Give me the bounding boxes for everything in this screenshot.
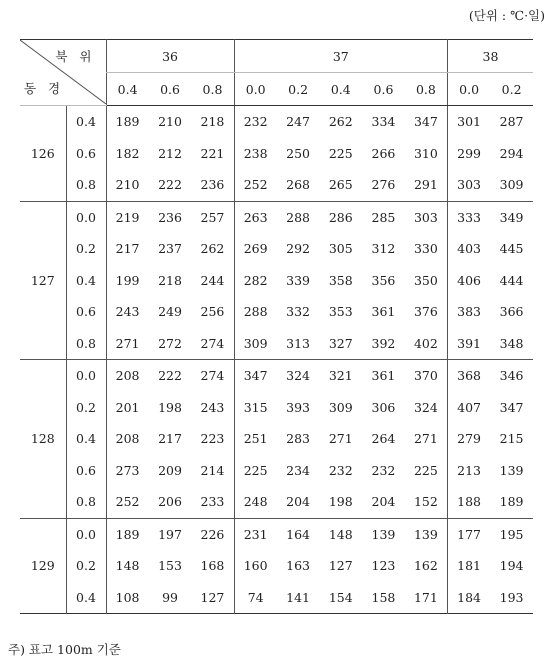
value-cell: 274 bbox=[191, 328, 234, 360]
value-cell: 225 bbox=[413, 462, 438, 478]
table-row bbox=[20, 233, 533, 265]
lat-sub-header: 0.8 bbox=[191, 73, 234, 106]
value-cell: 152 bbox=[405, 486, 448, 518]
table-row bbox=[20, 582, 533, 614]
value-cell: 194 bbox=[499, 558, 524, 574]
value-cell: 334 bbox=[371, 114, 396, 130]
value-cell: 233 bbox=[191, 486, 234, 518]
table-row bbox=[20, 423, 533, 455]
value-cell: 212 bbox=[158, 145, 182, 161]
value-cell: 168 bbox=[200, 558, 225, 574]
table-row bbox=[20, 265, 533, 297]
longitude-sub-label: 0.2 bbox=[66, 233, 106, 265]
value-cell: 236 bbox=[158, 209, 182, 225]
value-cell: 189 bbox=[106, 518, 149, 550]
value-cell: 181 bbox=[448, 550, 491, 582]
value-cell: 366 bbox=[499, 304, 524, 320]
value-cell: 153 bbox=[158, 558, 182, 574]
value-cell: 243 bbox=[106, 296, 149, 328]
value-cell: 247 bbox=[286, 114, 311, 130]
value-cell: 139 bbox=[371, 526, 396, 542]
lat-sub-header: 0.0 bbox=[448, 73, 491, 106]
value-cell: 288 bbox=[234, 296, 277, 328]
value-cell: 301 bbox=[448, 106, 491, 138]
value-cell: 222 bbox=[149, 169, 192, 201]
value-cell: 223 bbox=[200, 431, 225, 447]
lat-group-header: 38 bbox=[448, 40, 534, 73]
value-cell: 287 bbox=[499, 114, 524, 130]
value-cell: 219 bbox=[106, 201, 149, 233]
value-cell: 160 bbox=[234, 550, 277, 582]
value-cell: 243 bbox=[200, 399, 225, 415]
table-row bbox=[20, 360, 533, 392]
lat-sub-header: 0.4 bbox=[319, 73, 362, 106]
value-cell: 271 bbox=[413, 431, 438, 447]
value-cell: 139 bbox=[499, 462, 524, 478]
value-cell: 197 bbox=[158, 526, 182, 542]
value-cell: 350 bbox=[413, 272, 438, 288]
value-cell: 189 bbox=[106, 106, 149, 138]
lat-sub-header: 0.0 bbox=[234, 73, 277, 106]
value-cell: 195 bbox=[499, 526, 524, 542]
value-cell: 402 bbox=[405, 328, 448, 360]
table-row bbox=[20, 486, 533, 518]
value-cell: 444 bbox=[499, 272, 524, 288]
value-cell: 347 bbox=[499, 399, 524, 415]
value-cell: 274 bbox=[200, 368, 225, 384]
value-cell: 321 bbox=[328, 368, 353, 384]
value-cell: 330 bbox=[413, 241, 438, 257]
longitude-label: 128 bbox=[20, 360, 66, 519]
table-row bbox=[20, 296, 533, 328]
table-row bbox=[20, 106, 533, 138]
value-cell: 257 bbox=[200, 209, 225, 225]
value-cell: 332 bbox=[286, 304, 311, 320]
value-cell: 210 bbox=[158, 114, 182, 130]
value-cell: 163 bbox=[286, 558, 311, 574]
table-row bbox=[20, 169, 533, 201]
value-cell: 353 bbox=[328, 304, 353, 320]
value-cell: 368 bbox=[448, 360, 491, 392]
value-cell: 406 bbox=[448, 265, 491, 297]
value-cell: 199 bbox=[106, 265, 149, 297]
value-cell: 403 bbox=[448, 233, 491, 265]
longitude-sub-label: 0.0 bbox=[66, 360, 106, 392]
longitude-sub-label: 0.0 bbox=[66, 201, 106, 233]
longitude-sub-label: 0.6 bbox=[66, 296, 106, 328]
value-cell: 303 bbox=[413, 209, 438, 225]
value-cell: 148 bbox=[106, 550, 149, 582]
value-cell: 226 bbox=[200, 526, 225, 542]
longitude-sub-label: 0.4 bbox=[66, 423, 106, 455]
longitude-sub-label: 0.4 bbox=[66, 582, 106, 614]
value-cell: 188 bbox=[448, 486, 491, 518]
value-cell: 269 bbox=[234, 233, 277, 265]
value-cell: 215 bbox=[499, 431, 524, 447]
value-cell: 232 bbox=[234, 106, 277, 138]
value-cell: 189 bbox=[490, 486, 533, 518]
value-cell: 285 bbox=[371, 209, 396, 225]
value-cell: 264 bbox=[371, 431, 396, 447]
value-cell: 309 bbox=[490, 169, 533, 201]
longitude-sub-label: 0.6 bbox=[66, 138, 106, 170]
value-cell: 234 bbox=[286, 462, 311, 478]
value-cell: 286 bbox=[328, 209, 353, 225]
value-cell: 262 bbox=[328, 114, 353, 130]
value-cell: 198 bbox=[319, 486, 362, 518]
longitude-sub-label: 0.6 bbox=[66, 455, 106, 487]
value-cell: 361 bbox=[371, 368, 396, 384]
value-cell: 346 bbox=[499, 368, 524, 384]
lat-sub-header: 0.6 bbox=[362, 73, 405, 106]
latitude-header-row bbox=[20, 40, 533, 73]
value-cell: 272 bbox=[149, 328, 192, 360]
value-cell: 225 bbox=[328, 145, 353, 161]
value-cell: 348 bbox=[490, 328, 533, 360]
value-cell: 222 bbox=[158, 368, 182, 384]
value-cell: 294 bbox=[499, 145, 524, 161]
lat-group-header: 36 bbox=[106, 40, 234, 73]
value-cell: 263 bbox=[234, 201, 277, 233]
value-cell: 141 bbox=[286, 589, 311, 605]
value-cell: 291 bbox=[405, 169, 448, 201]
value-cell: 204 bbox=[362, 486, 405, 518]
value-cell: 327 bbox=[319, 328, 362, 360]
value-cell: 288 bbox=[286, 209, 311, 225]
value-cell: 256 bbox=[200, 304, 225, 320]
lat-group-header: 37 bbox=[234, 40, 447, 73]
value-cell: 315 bbox=[234, 392, 277, 424]
value-cell: 225 bbox=[234, 455, 277, 487]
value-cell: 407 bbox=[448, 392, 491, 424]
value-cell: 198 bbox=[158, 399, 182, 415]
value-cell: 204 bbox=[277, 486, 320, 518]
value-cell: 347 bbox=[413, 114, 438, 130]
value-cell: 251 bbox=[234, 423, 277, 455]
longitude-label: 127 bbox=[20, 201, 66, 360]
longitude-sub-label: 0.8 bbox=[66, 328, 106, 360]
longitude-sub-label: 0.0 bbox=[66, 518, 106, 550]
value-cell: 99 bbox=[162, 589, 178, 605]
value-cell: 208 bbox=[106, 423, 149, 455]
value-cell: 339 bbox=[286, 272, 311, 288]
value-cell: 218 bbox=[158, 272, 182, 288]
value-cell: 248 bbox=[234, 486, 277, 518]
footnote: 주) 표고 100m 기준 bbox=[8, 642, 121, 657]
value-cell: 313 bbox=[277, 328, 320, 360]
value-cell: 324 bbox=[413, 399, 438, 415]
value-cell: 383 bbox=[448, 296, 491, 328]
lat-sub-header: 0.8 bbox=[405, 73, 448, 106]
value-cell: 309 bbox=[234, 328, 277, 360]
north-latitude-label: 북 위 bbox=[55, 49, 96, 64]
value-cell: 392 bbox=[362, 328, 405, 360]
degree-days-table bbox=[20, 39, 533, 614]
lat-sub-header: 0.6 bbox=[149, 73, 192, 106]
value-cell: 213 bbox=[448, 455, 491, 487]
value-cell: 162 bbox=[413, 558, 438, 574]
longitude-sub-label: 0.4 bbox=[66, 106, 106, 138]
value-cell: 391 bbox=[448, 328, 491, 360]
value-cell: 238 bbox=[234, 138, 277, 170]
value-cell: 303 bbox=[448, 169, 491, 201]
value-cell: 210 bbox=[106, 169, 149, 201]
value-cell: 236 bbox=[191, 169, 234, 201]
value-cell: 74 bbox=[234, 582, 277, 614]
value-cell: 358 bbox=[328, 272, 353, 288]
value-cell: 276 bbox=[362, 169, 405, 201]
value-cell: 237 bbox=[158, 241, 182, 257]
longitude-sub-label: 0.2 bbox=[66, 392, 106, 424]
value-cell: 305 bbox=[328, 241, 353, 257]
value-cell: 271 bbox=[106, 328, 149, 360]
value-cell: 309 bbox=[328, 399, 353, 415]
value-cell: 393 bbox=[286, 399, 311, 415]
value-cell: 232 bbox=[371, 462, 396, 478]
lat-sub-header: 0.2 bbox=[490, 73, 533, 106]
value-cell: 206 bbox=[149, 486, 192, 518]
lat-sub-header: 0.4 bbox=[106, 73, 149, 106]
east-longitude-label: 동 경 bbox=[24, 81, 65, 96]
longitude-label: 126 bbox=[20, 106, 66, 202]
value-cell: 209 bbox=[158, 462, 182, 478]
value-cell: 347 bbox=[234, 360, 277, 392]
value-cell: 123 bbox=[371, 558, 396, 574]
value-cell: 268 bbox=[277, 169, 320, 201]
value-cell: 158 bbox=[371, 589, 396, 605]
longitude-sub-label: 0.2 bbox=[66, 550, 106, 582]
value-cell: 244 bbox=[200, 272, 225, 288]
value-cell: 108 bbox=[106, 582, 149, 614]
table-row bbox=[20, 392, 533, 424]
value-cell: 148 bbox=[328, 526, 353, 542]
value-cell: 370 bbox=[413, 368, 438, 384]
value-cell: 283 bbox=[286, 431, 311, 447]
longitude-label: 129 bbox=[30, 558, 55, 574]
table-row bbox=[20, 550, 533, 582]
longitude-sub-label: 0.8 bbox=[66, 486, 106, 518]
value-cell: 266 bbox=[371, 145, 396, 161]
value-cell: 356 bbox=[371, 272, 396, 288]
table-row bbox=[20, 201, 533, 233]
value-cell: 214 bbox=[200, 462, 225, 478]
value-cell: 273 bbox=[106, 455, 149, 487]
table-row bbox=[20, 138, 533, 170]
value-cell: 221 bbox=[200, 145, 225, 161]
value-cell: 310 bbox=[413, 145, 438, 161]
value-cell: 193 bbox=[499, 589, 524, 605]
value-cell: 324 bbox=[286, 368, 311, 384]
value-cell: 361 bbox=[371, 304, 396, 320]
value-cell: 171 bbox=[413, 589, 438, 605]
table-row bbox=[20, 328, 533, 360]
value-cell: 279 bbox=[448, 423, 491, 455]
value-cell: 217 bbox=[158, 431, 182, 447]
value-cell: 445 bbox=[499, 241, 524, 257]
value-cell: 164 bbox=[286, 526, 311, 542]
value-cell: 299 bbox=[448, 138, 491, 170]
value-cell: 249 bbox=[158, 304, 182, 320]
value-cell: 218 bbox=[200, 114, 225, 130]
longitude-sub-label: 0.8 bbox=[66, 169, 106, 201]
value-cell: 292 bbox=[286, 241, 311, 257]
value-cell: 282 bbox=[234, 265, 277, 297]
corner-cell bbox=[20, 40, 106, 106]
table-row bbox=[20, 455, 533, 487]
value-cell: 231 bbox=[234, 518, 277, 550]
value-cell: 252 bbox=[106, 486, 149, 518]
value-cell: 376 bbox=[413, 304, 438, 320]
value-cell: 252 bbox=[234, 169, 277, 201]
unit-note: (단위 : ℃·일) bbox=[468, 8, 545, 23]
value-cell: 201 bbox=[106, 392, 149, 424]
table-row bbox=[20, 518, 533, 550]
value-cell: 127 bbox=[200, 589, 225, 605]
value-cell: 154 bbox=[328, 589, 353, 605]
value-cell: 139 bbox=[413, 526, 438, 542]
value-cell: 250 bbox=[286, 145, 311, 161]
value-cell: 127 bbox=[328, 558, 353, 574]
value-cell: 306 bbox=[371, 399, 396, 415]
table-body bbox=[20, 106, 533, 614]
lat-sub-header: 0.2 bbox=[277, 73, 320, 106]
value-cell: 265 bbox=[319, 169, 362, 201]
value-cell: 333 bbox=[448, 201, 491, 233]
value-cell: 177 bbox=[448, 518, 491, 550]
value-cell: 184 bbox=[448, 582, 491, 614]
value-cell: 262 bbox=[200, 241, 225, 257]
longitude-sub-label: 0.4 bbox=[66, 265, 106, 297]
value-cell: 349 bbox=[499, 209, 524, 225]
value-cell: 182 bbox=[106, 138, 149, 170]
value-cell: 217 bbox=[106, 233, 149, 265]
value-cell: 232 bbox=[328, 462, 353, 478]
value-cell: 271 bbox=[328, 431, 353, 447]
value-cell: 312 bbox=[371, 241, 396, 257]
value-cell: 208 bbox=[106, 360, 149, 392]
